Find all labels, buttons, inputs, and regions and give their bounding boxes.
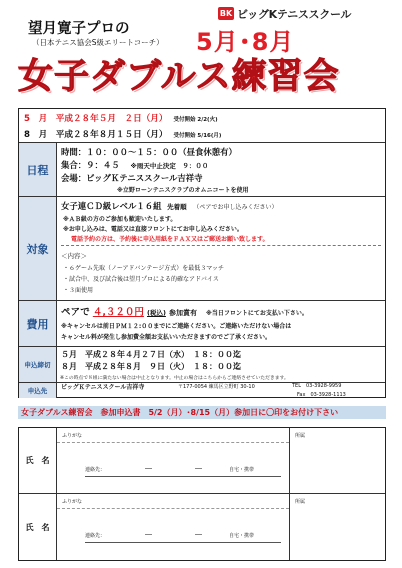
destination-name: ビッグＫテニススクール吉祥寺 (61, 384, 145, 391)
target-label: 対象 (19, 197, 57, 300)
home-mobile-label: 自宅・携帯 (229, 533, 255, 539)
contact-dash-1: ― (145, 530, 152, 538)
destination-address: 〒177-0054 練馬区立野町 30-10 (178, 384, 255, 390)
months-headline: 5月･8月 (196, 28, 295, 56)
destination-row (19, 383, 385, 398)
contact-dash-2: ― (195, 530, 202, 538)
school-logo (218, 6, 351, 21)
fee-pre: ペアで (61, 307, 90, 318)
fee-cancel-1: ※キャンセルは前日ＰＭ１２:００までにご連絡ください。ご連絡いただけない場合は (61, 323, 292, 330)
target-row (19, 197, 385, 301)
schedule-rain: ※雨天中止決定 ９：００ (130, 162, 209, 170)
deadline-aug: ８月 平成２８年８月 ９日（火） １８：００迄 (61, 362, 241, 371)
fee-label: 費用 (19, 301, 57, 346)
destination-tel: TEL 03-3928-9959 (292, 383, 342, 389)
application-form (18, 427, 386, 561)
affiliation-field[interactable] (290, 428, 385, 493)
info-table (18, 108, 386, 398)
applicant-2 (19, 494, 385, 560)
fee-cancel-2: キャンセル料が発生し参加費全額お支払いいただきますのでご了承ください。 (61, 334, 272, 341)
fee-tax: (税込) (146, 309, 166, 317)
fee-row (19, 301, 385, 347)
main-title: 女子ダブルス練習会 (18, 57, 340, 97)
deadline-label: 申込締切 (19, 347, 57, 382)
may-date: 5 月 平成２８年５月 ２日（月） (24, 114, 168, 124)
aug-date: 8 月 平成２８年８月１５日（月） (24, 130, 168, 140)
content-head: ＜内容＞ (61, 252, 87, 260)
destination-label: 申込先 (19, 383, 57, 398)
fee-price: ４,３２０円 (92, 307, 144, 318)
affiliation-label: 所属 (295, 433, 306, 439)
fee-pay: ※当日フロントにてお支払い下さい。 (205, 310, 308, 317)
may-accept: 受付開始 2/2(火) (173, 117, 218, 123)
coach-association: （日本テニス協会S級エリートコーチ） (32, 38, 164, 47)
contact-label: 連絡先： (85, 533, 106, 539)
schedule-meet: 集合：９：４５ (61, 160, 120, 170)
contact-label: 連絡先： (85, 467, 106, 473)
target-phone-note: 電話予約の方は、予約後に申込用紙をＦＡＸ又はご郵送お願い致します。 (71, 236, 269, 243)
logo-text: ビッグKテニススクール (237, 7, 352, 21)
target-first: 先着順 (167, 203, 187, 211)
target-level: 女子連ＣＤ級レベル１６組 (61, 201, 162, 211)
contact-dash-1: ― (145, 464, 152, 472)
furigana-label: ふりがな (62, 499, 83, 505)
deadline-note: ※この時点で８組に満たない場合は中止となります。中止の場合はこちらからご連絡させていただきます。 (60, 376, 289, 381)
schedule-row (19, 143, 385, 197)
furigana-label: ふりがな (62, 433, 83, 439)
home-mobile-label: 自宅・携帯 (229, 467, 255, 473)
content-item-1: ・６ゲーム先取（ノーアドバンテージ方式）を最低３マッチ (63, 265, 225, 272)
applicant-1 (19, 428, 385, 494)
application-header: 女子ダブルス練習会 参加申込書 5/2（月）･8/15（月）参加日に〇印をお付け下さい (18, 406, 386, 419)
fee-post: 参加賞有 (168, 309, 197, 317)
deadline-row (19, 347, 385, 383)
target-ab: ※ＡＢ級の方のご参加も歓迎いたします。 (63, 216, 177, 223)
contact-dash-2: ― (195, 464, 202, 472)
dates-strip (19, 109, 385, 143)
coach-title: 望月寛子プロの (28, 21, 130, 37)
target-apply: ※お申し込みは、電話又は直接フロントにてお申し込みください。 (63, 226, 243, 233)
deadline-may: ５月 平成２８年４月２７日（水） １８：００迄 (61, 350, 241, 359)
content-divider (61, 245, 381, 246)
schedule-time: 時間：１０：００～１５：００（昼食休憩有） (61, 147, 237, 157)
aug-accept: 受付開始 5/16(月) (173, 133, 222, 139)
schedule-label: 日程 (19, 143, 57, 196)
destination-fax: Fax 03-3928-1113 (297, 392, 346, 398)
affiliation-field[interactable] (290, 494, 385, 560)
affiliation-label: 所属 (295, 499, 306, 505)
logo-mark-icon: BK (219, 9, 233, 18)
schedule-venue-note: ※立野ローンテニスクラブのオムニコートを使用 (117, 187, 249, 194)
name-label: 氏 名 (19, 494, 57, 560)
name-label: 氏 名 (19, 428, 57, 493)
content-item-2: ・試合中、及び試合後は望月プロによる的確なアドバイス (63, 276, 219, 283)
target-pair: （ペアでお申し込みください） (193, 204, 278, 211)
content-item-3: ・３面使用 (63, 287, 94, 294)
schedule-venue: 会場：ビッグＫテニススクール吉祥寺 (61, 173, 203, 183)
